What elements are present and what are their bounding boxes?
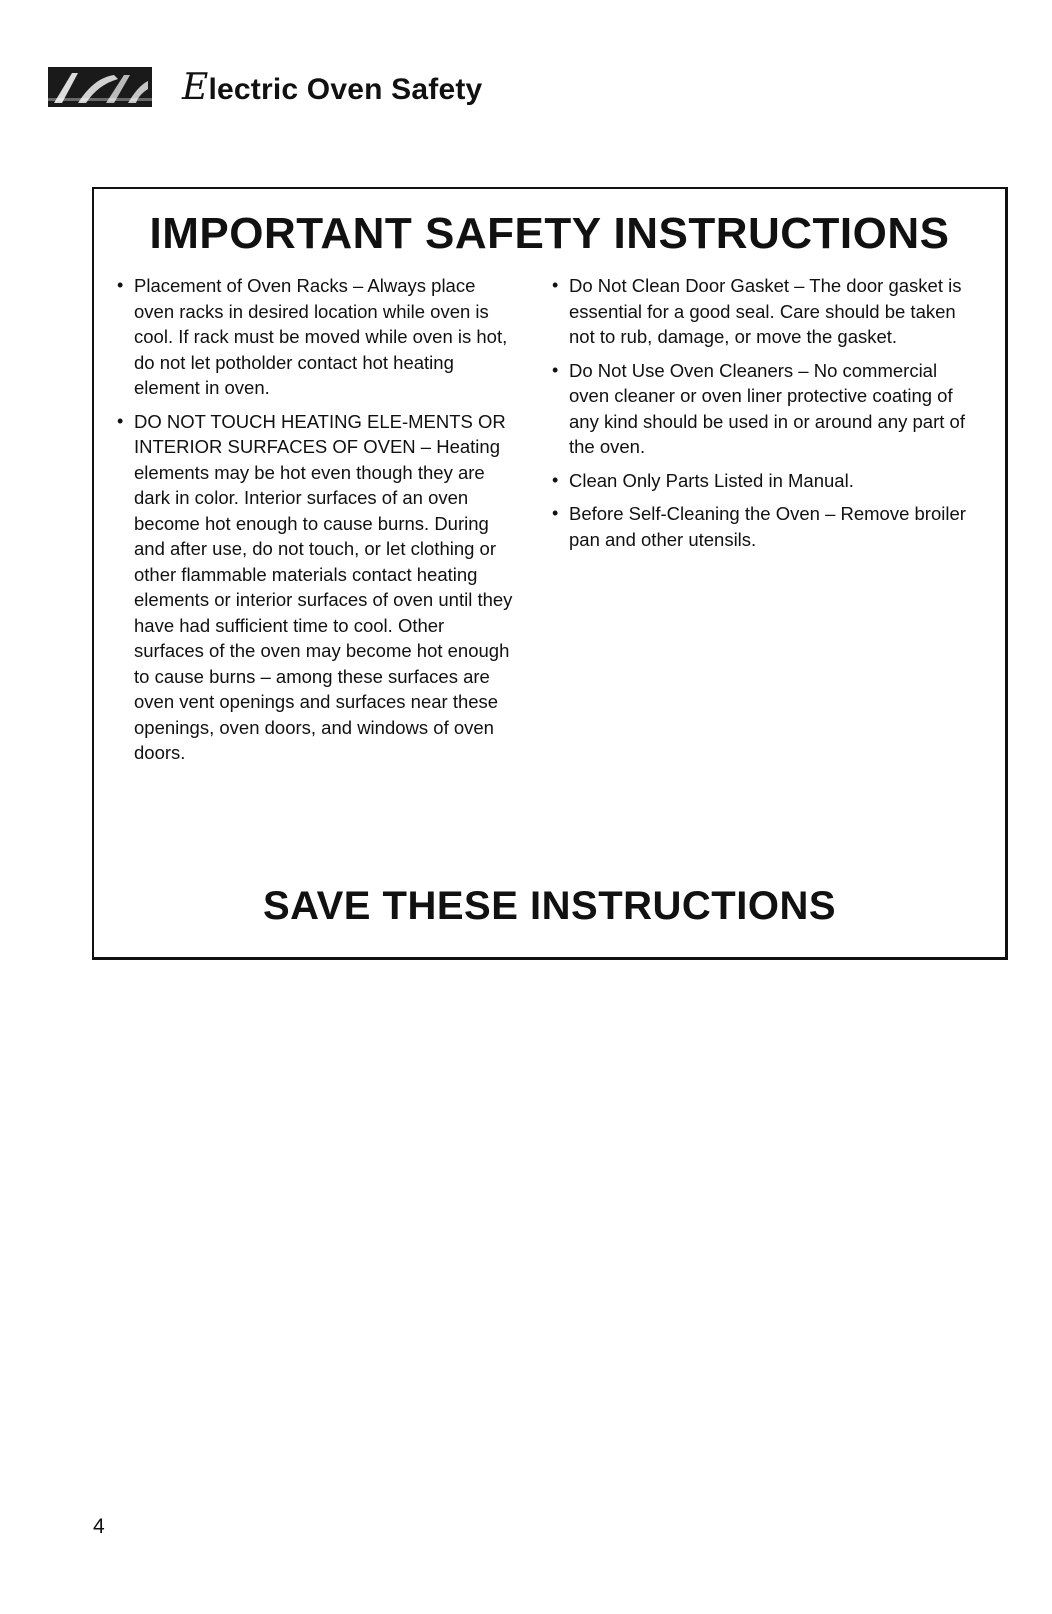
list-item bbox=[551, 468, 981, 494]
page-number: 4 bbox=[93, 1515, 105, 1538]
list-item-text: Do Not Use Oven Cleaners – No commercial oven cleaner or oven liner protective coating of any kind should be used in or around any part of the oven. bbox=[569, 359, 965, 457]
save-instructions-footer: SAVE THESE INSTRUCTIONS bbox=[262, 884, 837, 928]
safety-list-right bbox=[551, 273, 981, 560]
safety-box-title: IMPORTANT SAFETY INSTRUCTIONS bbox=[149, 209, 950, 258]
page-header bbox=[48, 62, 482, 112]
list-item bbox=[551, 501, 981, 552]
list-item bbox=[116, 409, 516, 766]
bullet-icon: • bbox=[117, 410, 124, 431]
list-item-text: Clean Only Parts Listed in Manual. bbox=[569, 469, 854, 491]
brand-logo-icon bbox=[48, 67, 152, 107]
bullet-icon: • bbox=[117, 275, 124, 295]
bullet-icon: • bbox=[552, 503, 559, 523]
bullet-icon: • bbox=[552, 275, 559, 295]
section-title-text: lectric Oven Safety bbox=[208, 72, 483, 106]
safety-list-left bbox=[116, 273, 516, 774]
section-title bbox=[182, 67, 482, 108]
section-title-initial: E bbox=[182, 66, 209, 108]
bullet-icon: • bbox=[552, 359, 559, 380]
list-item-text: Do Not Clean Door Gasket – The door gasket is essential for a good seal. Care should be taken not to rub, damage, or move the gasket. bbox=[569, 275, 962, 347]
list-item-text: Before Self-Cleaning the Oven – Remove broiler pan and other utensils. bbox=[569, 503, 966, 550]
safety-instructions-box bbox=[92, 187, 1008, 960]
list-item-text: DO NOT TOUCH HEATING ELE-MENTS OR INTERIOR SURFACES OF OVEN – Heating elements may be hot even though they are dark in color. Interior surfaces of an oven become hot enough to cause burns. During and after use, do not touch, or let clothing or other flammable materials contact heating elements or interior surfaces of oven until they have had sufficient time to cool. Other surfaces of the oven may become hot enough to cause burns – among these surfaces are oven vent openings and surfaces near these openings, oven doors, and windows of oven doors. bbox=[134, 410, 513, 763]
bullet-icon: • bbox=[552, 469, 559, 490]
list-item bbox=[551, 358, 981, 460]
list-item-text: Placement of Oven Racks – Always place oven racks in desired location while oven is cool. If rack must be moved while oven is hot, do not let potholder contact hot heating element in oven. bbox=[134, 275, 508, 398]
list-item bbox=[551, 273, 981, 350]
list-item bbox=[116, 273, 516, 401]
